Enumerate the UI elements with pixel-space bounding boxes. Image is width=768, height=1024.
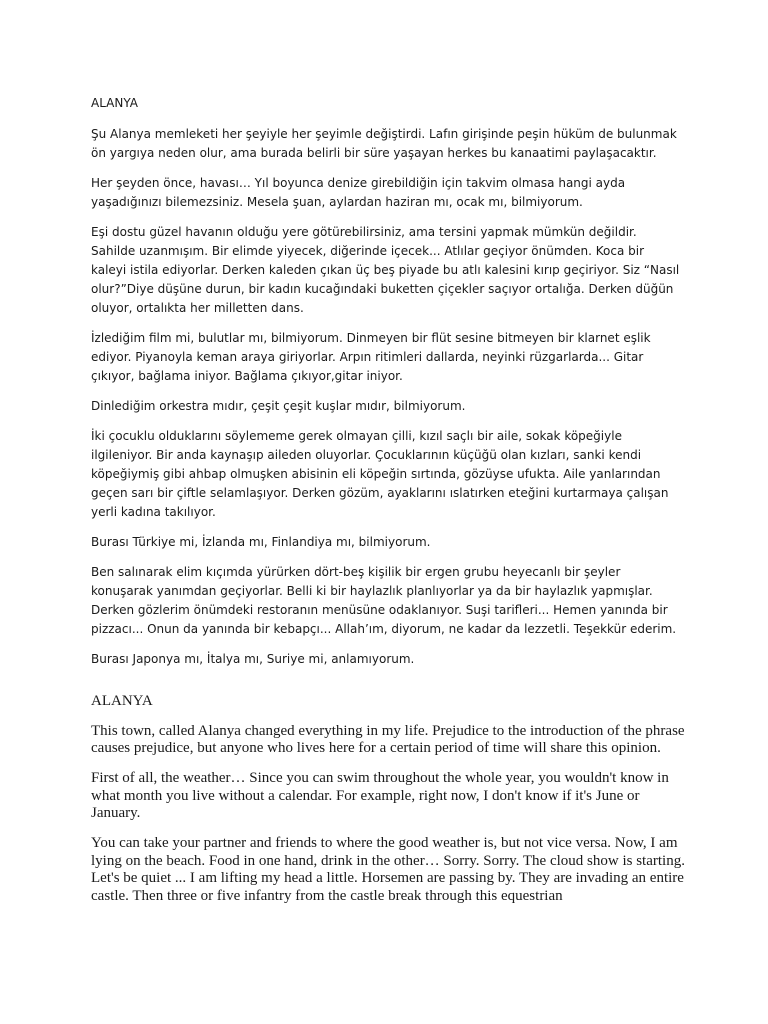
english-paragraph: This town, called Alanya changed everything in my life. Prejudice to the introduction of the phrase causes prejudice, but anyone who lives here for a certain period of time will share this opinion. (91, 722, 685, 756)
turkish-paragraph: İzlediğim film mi, bulutlar mı, bilmiyorum. Dinmeyen bir flüt sesine bitmeyen bir klarnet eşlik ediyor. Piyanoyla keman araya giriyorlar. Arpın ritimleri dallarda, neyinki rüzgarlarda... Gitar çıkıyor, bağlama iniyor. Bağlama çıkıyor,gitar iniyor. (91, 331, 651, 383)
turkish-title: ALANYA (91, 96, 138, 110)
turkish-paragraph: Ben salınarak elim kıçımda yürürken dört-beş kişilik bir ergen grubu heyecanlı bir şeyler konuşarak yanımdan geçiyorlar. Belli ki bir haylazlık planlıyorlar ya da bir haylazlık yapmışlar. Derken gözlerim önümdeki restoranın menüsüne odaklanıyor. Suşi tarifleri... Hemen yanında bir pizzacı... Onun da yanında bir kebapçı... Allah’ım, diyorum, ne kadar da lezzetli. Teşekkür ederim. (91, 565, 677, 636)
turkish-paragraph: Dinlediğim orkestra mıdır, çeşit çeşit kuşlar mıdır, bilmiyorum. (91, 399, 466, 413)
turkish-paragraph: Her şeyden önce, havası… Yıl boyunca denize girebildiğin için takvim olmasa hangi ayda yaşadığınızı bilemezsiniz. Mesela şuan, aylardan haziran mı, ocak mı, bilmiyorum. (91, 176, 626, 209)
english-paragraph: You can take your partner and friends to where the good weather is, but not vice versa. Now, I am lying on the beach. Food in one hand, drink in the other… Sorry. Sorry. The cloud show is starting. Let's be quiet ... I am lifting my head a little. Horsemen are passing by. They are invading an entire castle. Then three or five infantry from the castle break through this equestrian (91, 835, 685, 904)
english-title: ALANYA (91, 693, 153, 709)
turkish-paragraph: Şu Alanya memleketi her şeyiyle her şeyimle değiştirdi. Lafın girişinde peşin hüküm de bulunmak ön yargıya neden olur, ama burada belirli bir süre yaşayan herkes bu kanaatimi paylaşacaktır. (91, 127, 677, 160)
english-paragraph: First of all, the weather… Since you can swim throughout the whole year, you wouldn't know in what month you live without a calendar. For example, right now, I don't know if it's June or January. (91, 770, 669, 821)
english-section (91, 693, 691, 918)
turkish-paragraph: Burası Türkiye mi, İzlanda mı, Finlandiya mı, bilmiyorum. (91, 535, 431, 549)
turkish-section (91, 94, 681, 680)
turkish-paragraph: Eşi dostu güzel havanın olduğu yere götürebilirsiniz, ama tersini yapmak mümkün değildir. Sahilde uzanmışım. Bir elimde yiyecek, diğerinde içecek... Atlılar geçiyor önümden. Koca bir kaleyi istila ediyorlar. Derken kaleden çıkan üç beş piyade bu atlı kalesini kırıp geçiriyor. Siz “Nasıl olur?”Diye düşüne durun, bir kadın kucağındaki buketten çiçekler saçıyor ortalığa. Derken düğün oluyor, ortalıkta her milletten dans. (91, 225, 680, 315)
turkish-paragraph: İki çocuklu olduklarını söylememe gerek olmayan çilli, kızıl saçlı bir aile, sokak köpeğiyle ilgileniyor. Bir anda kaynaşıp aileden oluyorlar. Çocuklarının küçüğü olan kızları, sanki kendi köpeğiymiş gibi ahbap olmuşken abisinin eli köpeğin sırtında, gözüyse ufukta. Aile yanlarından geçen sarı bir çiftle selamlaşıyor. Derken gözüm, ayaklarını ıslatırken eteğini kurtarmaya çalışan yerli kadına takılıyor. (91, 429, 669, 519)
turkish-paragraph: Burası Japonya mı, İtalya mı, Suriye mi, anlamıyorum. (91, 652, 415, 666)
